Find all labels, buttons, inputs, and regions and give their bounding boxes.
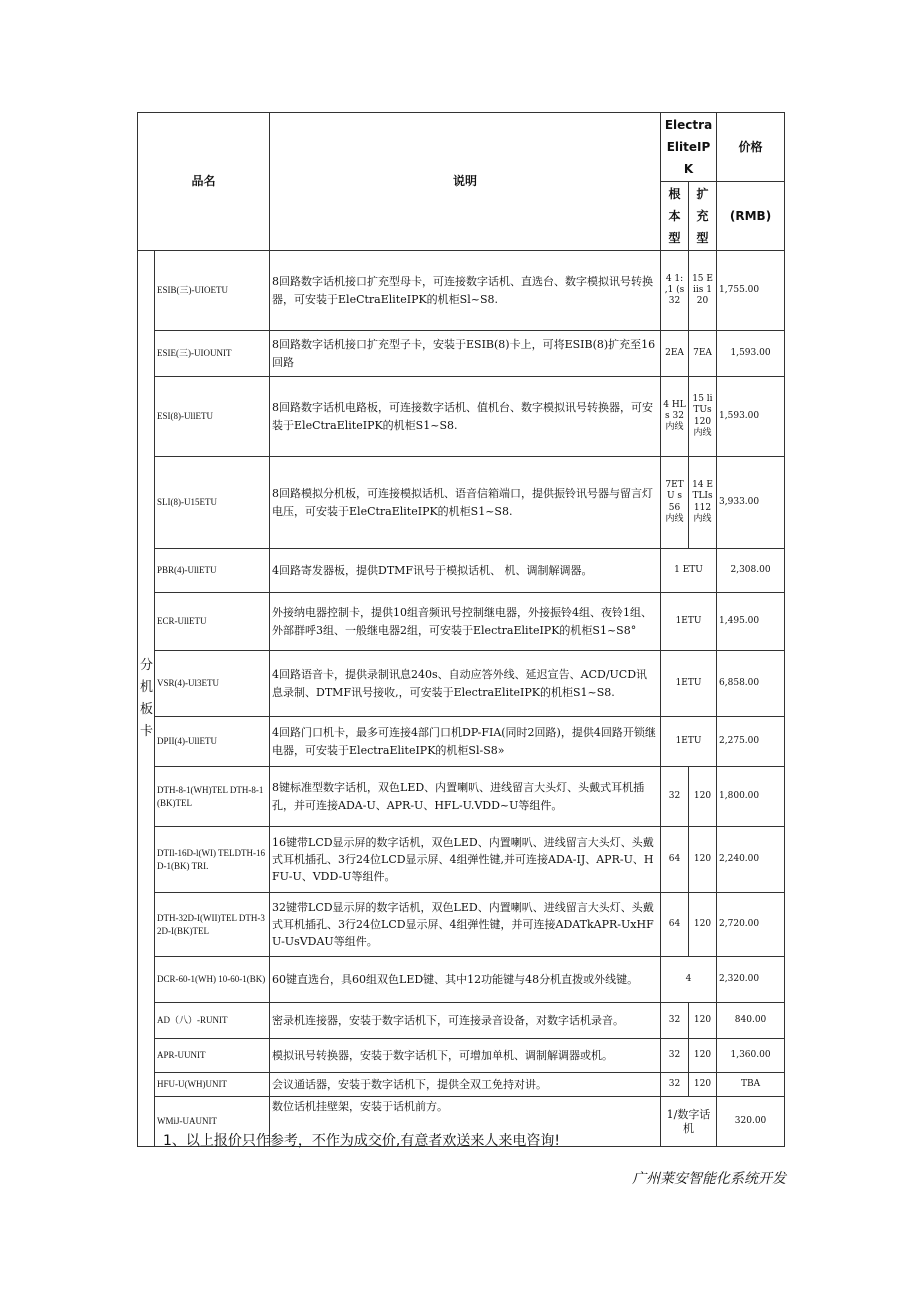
basic-capacity: 32 (661, 1039, 689, 1073)
capacity: 1/数字话机 (661, 1097, 717, 1147)
product-name: ECR-UllETU (155, 593, 270, 651)
product-description: 4回路门口机卡，最多可连接4部门口机DP-FIA(同时2回路)，提供4回路开锁继电器，可安装于ElectraEliteIPK的机柜Sl-S8» (270, 717, 661, 767)
product-price: 2,720.00 (717, 893, 785, 957)
capacity: 4 (661, 957, 717, 1003)
product-price: 6,858.00 (717, 651, 785, 717)
basic-capacity: 4 HLs 32内线 (661, 377, 689, 457)
table-row (138, 1073, 785, 1097)
footer-note: 1、以上报价只作参考，不作为成交价,有意者欢送来人来电咨询! (163, 1133, 560, 1149)
capacity: 1ETU (661, 717, 717, 767)
product-description: 4回路语音卡，提供录制讯息240s、自动应答外线、延迟宣告、ACD/UCD讯息录制、DTMF讯号接收,，可安装于ElectraEliteIPK的机柜S1~S8. (270, 651, 661, 717)
product-name: HFU-U(WH)UNIT (155, 1073, 270, 1097)
product-price: TBA (717, 1073, 785, 1097)
table-row (138, 251, 785, 331)
expanded-capacity: 15 Eiis 120 (689, 251, 717, 331)
basic-capacity: 7ETU s 56 内线 (661, 457, 689, 549)
product-name: ESI(8)-UllETU (155, 377, 270, 457)
product-description: 密录机连接器，安装于数字话机下，可连接录音设备，对数字话机录音。 (270, 1003, 661, 1039)
table-row (138, 893, 785, 957)
table-row (138, 549, 785, 593)
product-price: 320.00 (717, 1097, 785, 1147)
product-description: 8回路模拟分机板，可连接模拟话机、语音信箱端口，提供振铃讯号器与留言灯电压，可安装于EleCtraEliteIPK的机柜S1~S8. (270, 457, 661, 549)
product-name: ESIE(三)-UIOUNIT (155, 331, 270, 377)
header-basic-model: 根本型 (661, 182, 689, 251)
table-row (138, 651, 785, 717)
product-description: 60键直选台，具60组双色LED键、其中12功能键与48分机直拨或外线键。 (270, 957, 661, 1003)
expanded-capacity: 120 (689, 893, 717, 957)
header-row (138, 113, 785, 182)
company-name: 广州莱安智能化系统开发 (632, 1171, 786, 1187)
expanded-capacity: 120 (689, 767, 717, 827)
basic-capacity: 2EA (661, 331, 689, 377)
product-price: 1,360.00 (717, 1039, 785, 1073)
table-row (138, 593, 785, 651)
product-price: 2,275.00 (717, 717, 785, 767)
product-price: 3,933.00 (717, 457, 785, 549)
basic-capacity: 32 (661, 1073, 689, 1097)
basic-capacity: 64 (661, 827, 689, 893)
table-row (138, 957, 785, 1003)
product-description: 外接纳电器控制卡，提供10组音频讯号控制继电器，外接振铃4组、夜铃1组、外部群呼3组、一般继电器2组，可安装于ElectraEliteIPK的机柜S1~S8° (270, 593, 661, 651)
product-name: WMiJ-UAUNIT (155, 1097, 270, 1147)
product-description: 会议通话器，安装于数字话机下，提供全双工免持对讲。 (270, 1073, 661, 1097)
expanded-capacity: 120 (689, 1003, 717, 1039)
table-row (138, 1003, 785, 1039)
product-name: DTIl-16D-l(WI) TELDTH-16D-1(BK) TRI. (155, 827, 270, 893)
product-price: 2,308.00 (717, 549, 785, 593)
product-description: 16键带LCD显示屏的数字话机，双色LED、内置喇叭、进线留言大头灯、头戴式耳机插孔、3行24位LCD显示屏、4组弹性键,并可连接ADA-IJ、APR-U、HFU-U、VDD-U等组件。 (270, 827, 661, 893)
product-price: 1,593.00 (717, 331, 785, 377)
product-name: APR-UUNIT (155, 1039, 270, 1073)
product-price: 2,240.00 (717, 827, 785, 893)
product-name: ESIB(三)-UIOETU (155, 251, 270, 331)
product-description: 数位话机挂壁架，安装于话机前方。 (270, 1097, 661, 1147)
product-name: AD（八）-RUNIT (155, 1003, 270, 1039)
expanded-capacity: 14 ETLIs 112 内线 (689, 457, 717, 549)
capacity: 1 ETU (661, 549, 717, 593)
product-description: 8回路数字话机电路板，可连接数字话机、值机台、数字模拟讯号转换器，可安装于EleCtraEliteIPK的机柜S1~S8. (270, 377, 661, 457)
category-cell: 分机板卡 (138, 251, 155, 1147)
expanded-capacity: 120 (689, 1039, 717, 1073)
product-price: 1,495.00 (717, 593, 785, 651)
product-price: 840.00 (717, 1003, 785, 1039)
product-price: 1,755.00 (717, 251, 785, 331)
header-expanded-model: 扩充型 (689, 182, 717, 251)
table-row (138, 377, 785, 457)
table-row (138, 767, 785, 827)
product-price: 2,320.00 (717, 957, 785, 1003)
expanded-capacity: 120 (689, 827, 717, 893)
product-name: DPII(4)-UllETU (155, 717, 270, 767)
product-name: DTH-32D-I(WII)TEL DTH-32D-I(BK)TEL (155, 893, 270, 957)
product-price: 1,593.00 (717, 377, 785, 457)
product-description: 8回路数字话机接口扩充型母卡，可连接数字话机、直选台、数字模拟讯号转换器，可安装于EleCtraEliteIPK的机柜Sl~S8. (270, 251, 661, 331)
table-row (138, 1039, 785, 1073)
table-row (138, 331, 785, 377)
price-table (137, 112, 785, 1147)
product-description: 模拟讯号转换器，安装于数字话机下，可增加单机、调制解调器或机。 (270, 1039, 661, 1073)
expanded-capacity: 120 (689, 1073, 717, 1097)
product-description: 8键标准型数字话机，双色LED、内置喇叭、进线留言大头灯、头戴式耳机插孔，并可连接ADA-U、APR-U、HFL-U.VDD~U等组件。 (270, 767, 661, 827)
header-description: 说明 (270, 113, 661, 251)
header-product-name: 品名 (138, 113, 270, 251)
product-description: 8回路数字话机接口扩充型子卡，安装于ESIB(8)卡上，可将ESIB(8)扩充至16回路 (270, 331, 661, 377)
product-name: DTH-8-1(WH)TEL DTH-8-1(BK)TEL (155, 767, 270, 827)
header-price: 价格 (717, 113, 785, 182)
product-description: 4回路寄发器板，提供DTMF讯号于模拟话机、 机、调制解调器。 (270, 549, 661, 593)
header-model-group: Electra EliteIPK (661, 113, 717, 182)
product-description: 32键带LCD显示屏的数字话机，双色LED、内置喇叭、进线留言大头灯、头戴式耳机插孔、3行24位LCD显示屏、4组弹性键，并可连接ADATkAPR-UxHFU-UsVDAU等组件。 (270, 893, 661, 957)
table-row (138, 827, 785, 893)
table-row (138, 457, 785, 549)
basic-capacity: 32 (661, 767, 689, 827)
product-name: VSR(4)-Ul3ETU (155, 651, 270, 717)
basic-capacity: 32 (661, 1003, 689, 1039)
capacity: 1ETU (661, 593, 717, 651)
table-row (138, 717, 785, 767)
product-name: PBR(4)-UllETU (155, 549, 270, 593)
product-name: SLI(8)-U15ETU (155, 457, 270, 549)
product-name: DCR-60-1(WH) 10-60-1(BK) (155, 957, 270, 1003)
capacity: 1ETU (661, 651, 717, 717)
header-currency: (RMB) (717, 182, 785, 251)
product-price: 1,800.00 (717, 767, 785, 827)
basic-capacity: 4 1: ,1 (s 32 (661, 251, 689, 331)
basic-capacity: 64 (661, 893, 689, 957)
expanded-capacity: 7EA (689, 331, 717, 377)
expanded-capacity: 15 liTUs 120 内线 (689, 377, 717, 457)
